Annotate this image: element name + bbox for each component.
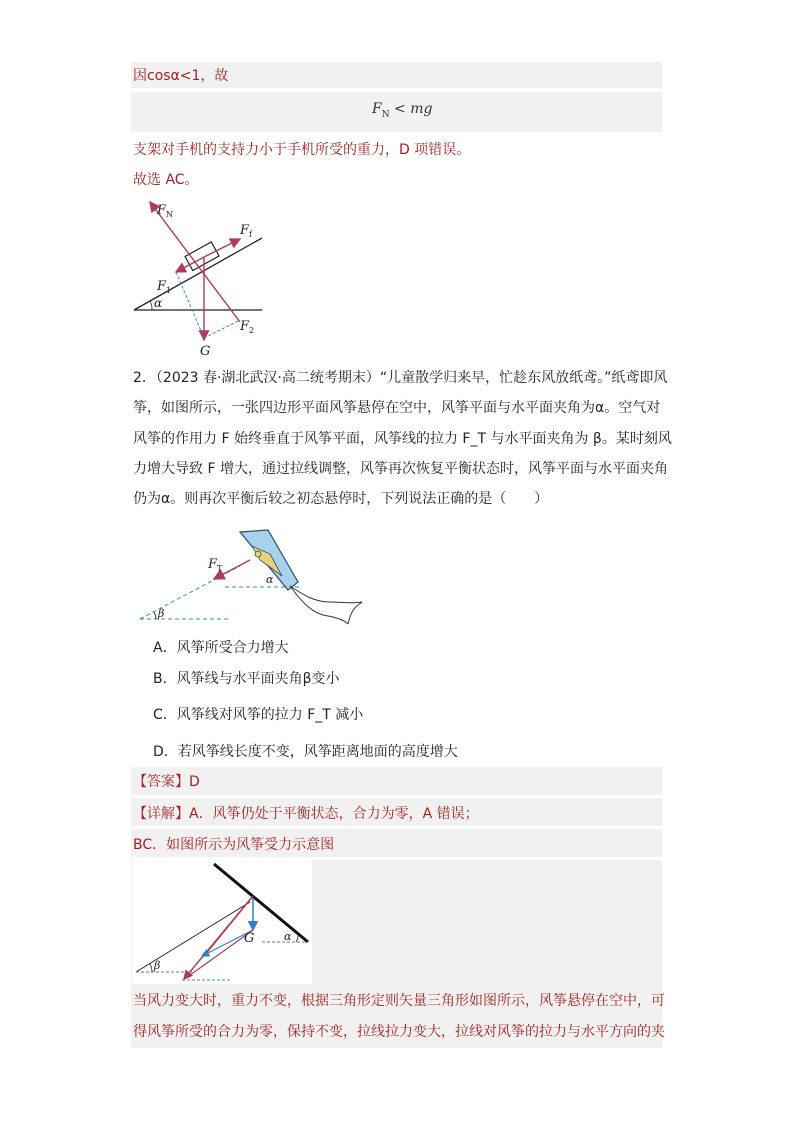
label-f2: $F_2$ — [240, 319, 255, 335]
kite-plane — [214, 864, 308, 942]
formula-main: F — [372, 101, 382, 117]
vector-triangle-figure — [132, 860, 312, 984]
explanation-para-1: 当风力变大时，重力不变，根据三角形定则矢量三角形如图所示，风筝悬停在空中，可 — [133, 993, 665, 1009]
option-d: D．若风筝线长度不变，风筝距离地面的高度增大 — [153, 744, 458, 760]
option-a: A．风筝所受合力增大 — [153, 640, 289, 656]
force-diagram-incline — [130, 192, 280, 360]
kite-tail-1 — [290, 586, 362, 603]
question-line-4: 力增大导致 F 增大，通过拉线调整，风筝再次恢复平衡状态时，风筝平面与水平面夹角 — [133, 461, 668, 477]
label-f1: $F_1$ — [157, 279, 172, 295]
question-line-1: 2．（2023 春·湖北武汉·高二统考期末）“儿童散学归来早，忙趁东风放纸鸢。”纸鸢即风 — [133, 370, 668, 386]
solution-line2: 支架对手机的支持力小于手机所受的重力，D 项错误。 — [133, 142, 471, 158]
question-line-5: 仍为α。则再次平衡后较之初态悬停时，下列说法正确的是（ ） — [133, 491, 549, 507]
label-g-3: G — [244, 931, 255, 946]
label-fn: $F_N$ — [157, 203, 174, 219]
question-line-3: 风筝的作用力 F 始终垂直于风筝平面，风筝线的拉力 F_T 与水平面夹角为 β。某时刻风 — [133, 431, 672, 447]
dashed-f1-g — [176, 272, 204, 338]
label-alpha-kite: α — [266, 573, 274, 586]
formula-fn-mg — [372, 101, 432, 120]
solution-line3: 故选 AC。 — [133, 172, 199, 188]
kite-figure — [130, 524, 370, 628]
option-b: B．风筝线与水平面夹角β变小 — [153, 671, 340, 687]
kite-tail-3 — [348, 602, 362, 624]
option-c: C．风筝线对风筝的拉力 F_T 减小 — [153, 707, 364, 723]
formula-rest: < mg — [389, 101, 433, 117]
beta-arc-3 — [150, 964, 152, 972]
detail-a: 【详解】A．风筝仍处于平衡状态，合力为零，A 错误； — [133, 806, 479, 822]
label-g: G — [200, 344, 211, 359]
label-ft: $F_T$ — [208, 557, 223, 573]
alpha-arc-3 — [296, 934, 298, 942]
label-ff: $F_f$ — [240, 223, 252, 239]
dashed-g-f2 — [204, 320, 240, 338]
label-alpha: α — [154, 296, 163, 310]
label-beta-3: β — [154, 959, 161, 972]
answer-bg — [131, 767, 662, 795]
solution-line1: 因cosα<1，故 — [133, 68, 229, 84]
answer-label: 【答案】D — [133, 774, 200, 790]
detail-bc: BC．如图所示为风筝受力示意图 — [133, 837, 335, 853]
label-beta-kite: β — [158, 607, 165, 620]
explanation-para-2: 得风筝所受的合力为零，保持不变，拉线拉力变大，拉线对风筝的拉力与水平方向的夹 — [133, 1024, 665, 1040]
kite-center — [255, 551, 261, 557]
formula-sub: N — [381, 109, 390, 120]
label-alpha-3: α — [284, 930, 292, 943]
beta-arc — [154, 612, 156, 619]
question-line-2: 筝，如图所示，一张四边形平面风筝悬停在空中，风筝平面与水平面夹角为α。空气对 — [133, 400, 661, 416]
alpha-arc — [150, 301, 152, 310]
